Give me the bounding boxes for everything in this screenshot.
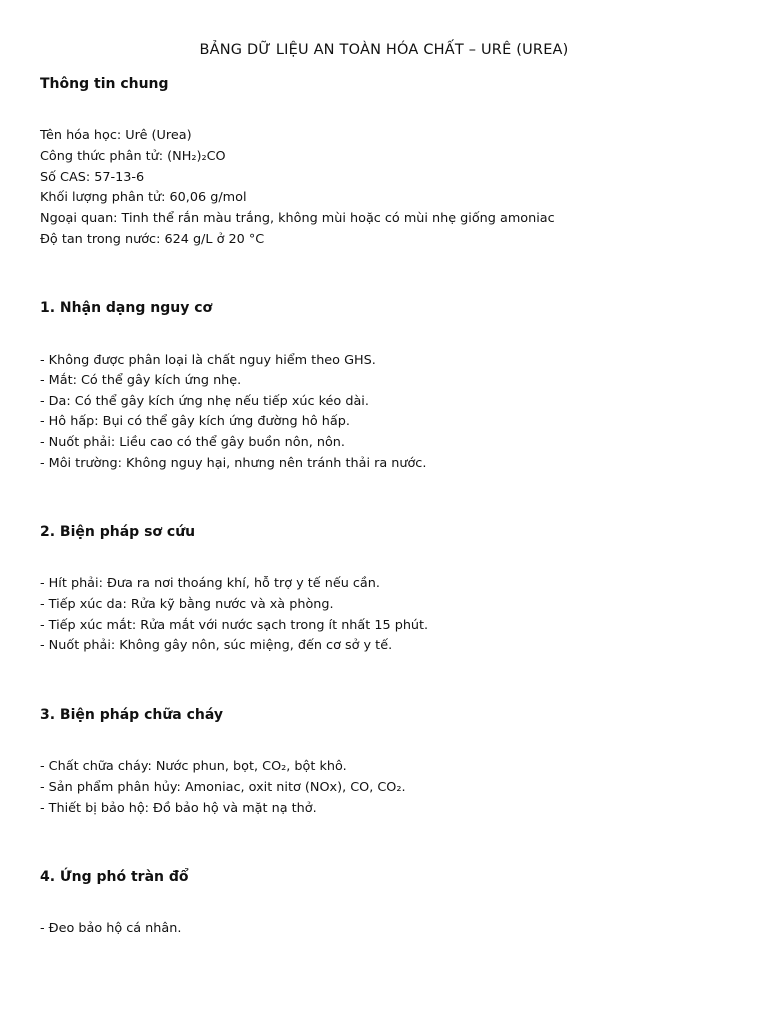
hazard-line: - Môi trường: Không nguy hại, nhưng nên tránh thải ra nước. xyxy=(40,456,427,471)
first-aid-line: - Tiếp xúc mắt: Rửa mắt với nước sạch trong ít nhất 15 phút. xyxy=(40,618,429,633)
hazard-line: - Nuốt phải: Liều cao có thể gây buồn nôn, nôn. xyxy=(40,435,345,450)
hazard-line: - Hô hấp: Bụi có thể gây kích ứng đường hô hấp. xyxy=(40,414,350,429)
first-aid-line: - Nuốt phải: Không gây nôn, súc miệng, đến cơ sở y tế. xyxy=(40,638,393,653)
section-heading-firefighting: 3. Biện pháp chữa cháy xyxy=(40,707,224,723)
spill-line: - Đeo bảo hộ cá nhân. xyxy=(40,921,182,936)
firefighting-line: - Sản phẩm phân hủy: Amoniac, oxit nitơ (NOx), CO, CO₂. xyxy=(40,780,406,795)
section-heading-hazards: 1. Nhận dạng nguy cơ xyxy=(40,300,213,316)
first-aid-line: - Hít phải: Đưa ra nơi thoáng khí, hỗ trợ y tế nếu cần. xyxy=(40,576,380,591)
hazard-line: - Mắt: Có thể gây kích ứng nhẹ. xyxy=(40,373,242,388)
section-heading-first-aid: 2. Biện pháp sơ cứu xyxy=(40,524,196,540)
general-line-appearance: Ngoại quan: Tinh thể rắn màu trắng, không mùi hoặc có mùi nhẹ giống amoniac xyxy=(40,211,555,226)
firefighting-line: - Thiết bị bảo hộ: Đồ bảo hộ và mặt nạ thở. xyxy=(40,801,317,816)
section-heading-general: Thông tin chung xyxy=(40,76,169,92)
general-line-molar-mass: Khối lượng phân tử: 60,06 g/mol xyxy=(40,190,247,205)
general-line-name: Tên hóa học: Urê (Urea) xyxy=(40,128,192,143)
general-line-formula: Công thức phân tử: (NH₂)₂CO xyxy=(40,149,226,164)
document-title: BẢNG DỮ LIỆU AN TOÀN HÓA CHẤT – URÊ (UREA) xyxy=(199,42,569,58)
general-line-solubility: Độ tan trong nước: 624 g/L ở 20 °C xyxy=(40,232,265,247)
section-heading-spill: 4. Ứng phó tràn đổ xyxy=(40,869,189,885)
firefighting-line: - Chất chữa cháy: Nước phun, bọt, CO₂, bột khô. xyxy=(40,759,347,774)
first-aid-line: - Tiếp xúc da: Rửa kỹ bằng nước và xà phòng. xyxy=(40,597,334,612)
hazard-line: - Da: Có thể gây kích ứng nhẹ nếu tiếp xúc kéo dài. xyxy=(40,394,369,409)
hazard-line: - Không được phân loại là chất nguy hiểm theo GHS. xyxy=(40,353,376,368)
general-line-cas: Số CAS: 57-13-6 xyxy=(40,170,145,185)
